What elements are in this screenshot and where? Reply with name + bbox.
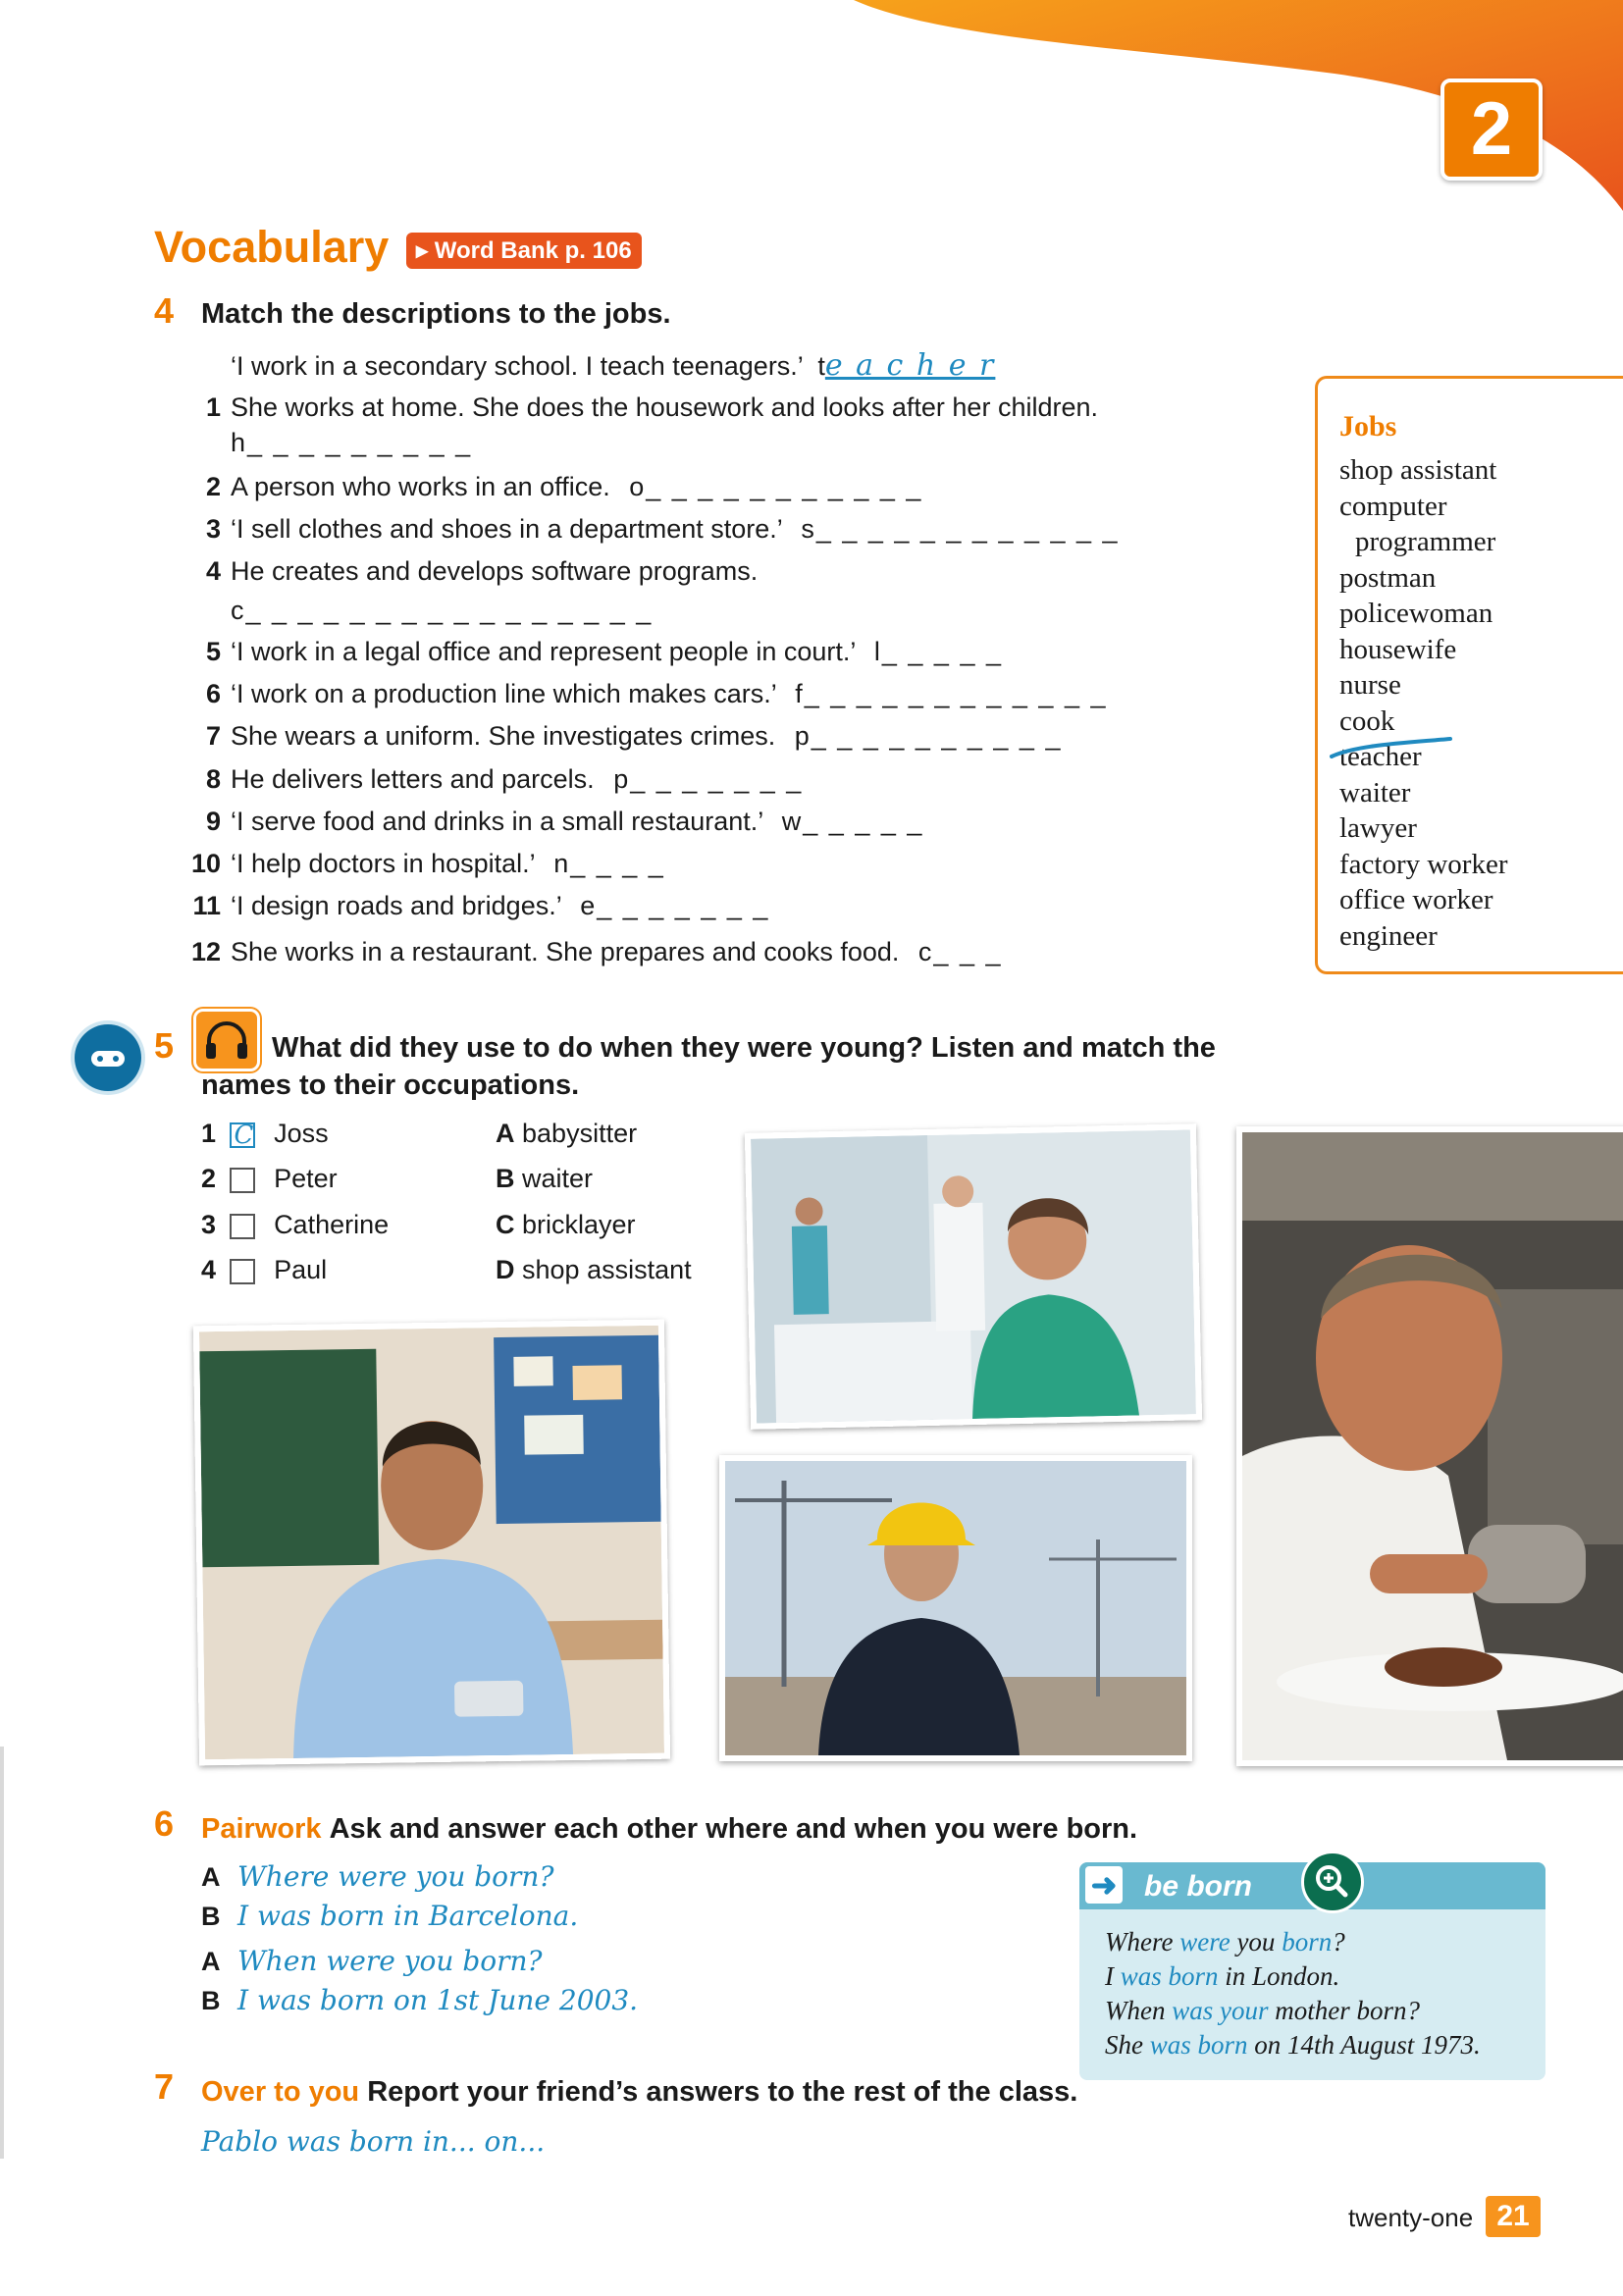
answer-blank[interactable]: c_ _ _ bbox=[917, 937, 1003, 966]
job-word-crossed: teacher bbox=[1339, 741, 1422, 772]
exercise-instruction bbox=[201, 2076, 1077, 2109]
answer-blank[interactable]: s_ _ _ _ _ _ _ _ _ _ _ _ bbox=[801, 514, 1120, 544]
answer-blank[interactable]: o_ _ _ _ _ _ _ _ _ _ _ bbox=[629, 472, 923, 501]
zoom-icon[interactable] bbox=[1301, 1851, 1364, 1913]
exercise-instruction: Match the descriptions to the jobs. bbox=[201, 298, 671, 330]
list-item: 4 He creates and develops software programs. bbox=[205, 556, 759, 586]
job-word: programmer bbox=[1355, 526, 1496, 557]
job-word: shop assistant bbox=[1339, 454, 1497, 486]
example-sentence: She was born on 14th August 1973. bbox=[1105, 2030, 1481, 2060]
play-triangle-icon: ▸ bbox=[416, 237, 435, 264]
engineer-photo bbox=[719, 1455, 1192, 1761]
exercise-instruction bbox=[201, 1813, 1137, 1846]
name-row: 4 Paul bbox=[201, 1255, 328, 1284]
example-line bbox=[231, 348, 995, 383]
answer-blank[interactable]: f_ _ _ _ _ _ _ _ _ _ _ _ bbox=[795, 679, 1108, 708]
page-word: twenty-one bbox=[1348, 2203, 1474, 2232]
example-sentence: I was born in London. bbox=[1105, 1961, 1340, 1991]
job-word: housewife bbox=[1339, 633, 1457, 665]
dialogue-line: A When were you born? bbox=[201, 1945, 543, 1977]
list-item: 5 ‘I work in a legal office and represent people in court.’ l_ _ _ _ _ bbox=[205, 637, 1003, 666]
unit-number: 2 bbox=[1470, 87, 1513, 171]
occupation-row: D shop assistant bbox=[496, 1255, 692, 1284]
job-word: policewoman bbox=[1339, 598, 1493, 629]
answer-checkbox[interactable] bbox=[230, 1168, 255, 1193]
list-item: 3 ‘I sell clothes and shoes in a department store.’ s_ _ _ _ _ _ _ _ _ _ _ _ bbox=[205, 514, 1120, 544]
chef-photo bbox=[1236, 1126, 1623, 1766]
answer-blank[interactable]: c_ _ _ _ _ _ _ _ _ _ _ _ _ _ _ _ bbox=[231, 596, 654, 625]
job-word: office worker bbox=[1339, 884, 1493, 915]
exercise-instruction-text: Ask and answer each other where and when you were born. bbox=[329, 1813, 1138, 1845]
be-born-title: be born bbox=[1144, 1870, 1252, 1903]
header-swoosh bbox=[0, 0, 1623, 255]
dialogue-line: A Where were you born? bbox=[201, 1860, 554, 1893]
answer-blank[interactable]: p_ _ _ _ _ _ _ bbox=[613, 764, 804, 794]
name-row: 1 C Joss bbox=[201, 1119, 329, 1150]
section-title: Vocabulary bbox=[154, 222, 390, 272]
exercise-instruction-text: Report your friend’s answers to the rest of the class. bbox=[367, 2076, 1078, 2108]
list-item: 7 She wears a uniform. She investigates crimes. p_ _ _ _ _ _ _ _ _ _ bbox=[205, 721, 1063, 751]
checkbox-answer: C bbox=[234, 1120, 254, 1150]
answer-blank[interactable]: l_ _ _ _ _ bbox=[873, 637, 1003, 666]
answer-blank[interactable]: p_ _ _ _ _ _ _ _ _ _ bbox=[794, 721, 1063, 751]
headphones-icon[interactable] bbox=[193, 1009, 260, 1071]
answer-blank[interactable]: e_ _ _ _ _ _ _ bbox=[580, 891, 770, 920]
name-row: 3 Catherine bbox=[201, 1210, 390, 1239]
word-bank-link[interactable] bbox=[406, 233, 642, 269]
teacher-photo bbox=[193, 1320, 670, 1766]
name-row: 2 Peter bbox=[201, 1164, 338, 1193]
list-item: 6 ‘I work on a production line which makes cars.’ f_ _ _ _ _ _ _ _ _ _ _ _ bbox=[205, 679, 1108, 708]
list-item: 10 ‘I help doctors in hospital.’ n_ _ _ _ bbox=[191, 849, 665, 878]
exercise-number: 5 bbox=[154, 1025, 175, 1066]
page-number: 21 bbox=[1486, 2196, 1541, 2237]
job-word: lawyer bbox=[1339, 812, 1417, 844]
exercise-number: 4 bbox=[154, 290, 175, 331]
game-icon[interactable] bbox=[75, 1024, 141, 1091]
exercise-number: 6 bbox=[154, 1803, 175, 1844]
word-bank-label: Word Bank p. 106 bbox=[434, 237, 632, 264]
exercise-label: Pairwork bbox=[201, 1813, 322, 1845]
answer-checkbox[interactable] bbox=[230, 1259, 255, 1284]
be-born-lines bbox=[1105, 1925, 1481, 2062]
answer-blank[interactable]: w_ _ _ _ _ bbox=[781, 807, 924, 836]
example-text: ‘I work in a secondary school. I teach teenagers.’ bbox=[231, 351, 803, 381]
answer-checkbox[interactable] bbox=[230, 1214, 255, 1239]
arrow-right-icon: ➜ bbox=[1085, 1866, 1123, 1904]
exercise-label: Over to you bbox=[201, 2076, 360, 2108]
job-word: postman bbox=[1339, 561, 1437, 594]
jobs-list bbox=[1339, 452, 1508, 954]
page-edge bbox=[0, 1747, 4, 2159]
job-word: cook bbox=[1339, 704, 1395, 737]
list-item: 8 He delivers letters and parcels. p_ _ _ _ _ _ _ bbox=[205, 764, 804, 794]
example-answer: e a c h e r bbox=[824, 348, 996, 383]
be-born-header bbox=[1079, 1862, 1545, 1909]
dialogue-line: B I was born in Barcelona. bbox=[201, 1900, 579, 1932]
list-item: 2 A person who works in an office. o_ _ _ _ _ _ _ _ _ _ _ bbox=[205, 472, 923, 501]
dialogue-line: B I was born on 1st June 2003. bbox=[201, 1984, 639, 2016]
occupation-row: C bricklayer bbox=[496, 1210, 636, 1239]
strike-mark bbox=[1328, 735, 1455, 764]
exercise-instruction: What did they use to do when they were young? Listen and match the bbox=[272, 1032, 1216, 1064]
example-sentence: Where were you born? bbox=[1105, 1927, 1345, 1957]
job-word: computer bbox=[1339, 490, 1447, 522]
list-item: 1 She works at home. She does the housework and looks after her children. bbox=[205, 392, 1098, 422]
list-item: 11 ‘I design roads and bridges.’ e_ _ _ _ _ _ _ bbox=[192, 891, 770, 920]
occupation-row: A babysitter bbox=[496, 1119, 638, 1148]
unit-badge bbox=[1440, 78, 1543, 181]
nurse-photo bbox=[745, 1123, 1202, 1430]
example-prefix: t bbox=[817, 351, 825, 381]
jobs-box-title: Jobs bbox=[1339, 410, 1397, 443]
answer-blank[interactable]: h_ _ _ _ _ _ _ _ _ bbox=[231, 428, 473, 457]
job-word: engineer bbox=[1339, 919, 1438, 952]
answer-blank[interactable]: n_ _ _ _ bbox=[553, 849, 665, 878]
jobs-box bbox=[1315, 376, 1623, 974]
exercise-instruction-cont: names to their occupations. bbox=[201, 1070, 580, 1101]
example-answer: Pablo was born in... on... bbox=[201, 2125, 546, 2158]
list-item: 12 She works in a restaurant. She prepares and cooks food. c_ _ _ bbox=[191, 937, 1003, 966]
be-born-box bbox=[1079, 1862, 1545, 2080]
exercise-number: 7 bbox=[154, 2066, 175, 2107]
example-sentence: When was your mother born? bbox=[1105, 1996, 1420, 2025]
list-item: 9 ‘I serve food and drinks in a small restaurant.’ w_ _ _ _ _ bbox=[205, 807, 924, 836]
job-word: factory worker bbox=[1339, 848, 1508, 880]
job-word: nurse bbox=[1339, 669, 1401, 701]
occupation-row: B waiter bbox=[496, 1164, 594, 1193]
job-word: waiter bbox=[1339, 776, 1411, 809]
answer-checkbox[interactable] bbox=[230, 1122, 255, 1148]
